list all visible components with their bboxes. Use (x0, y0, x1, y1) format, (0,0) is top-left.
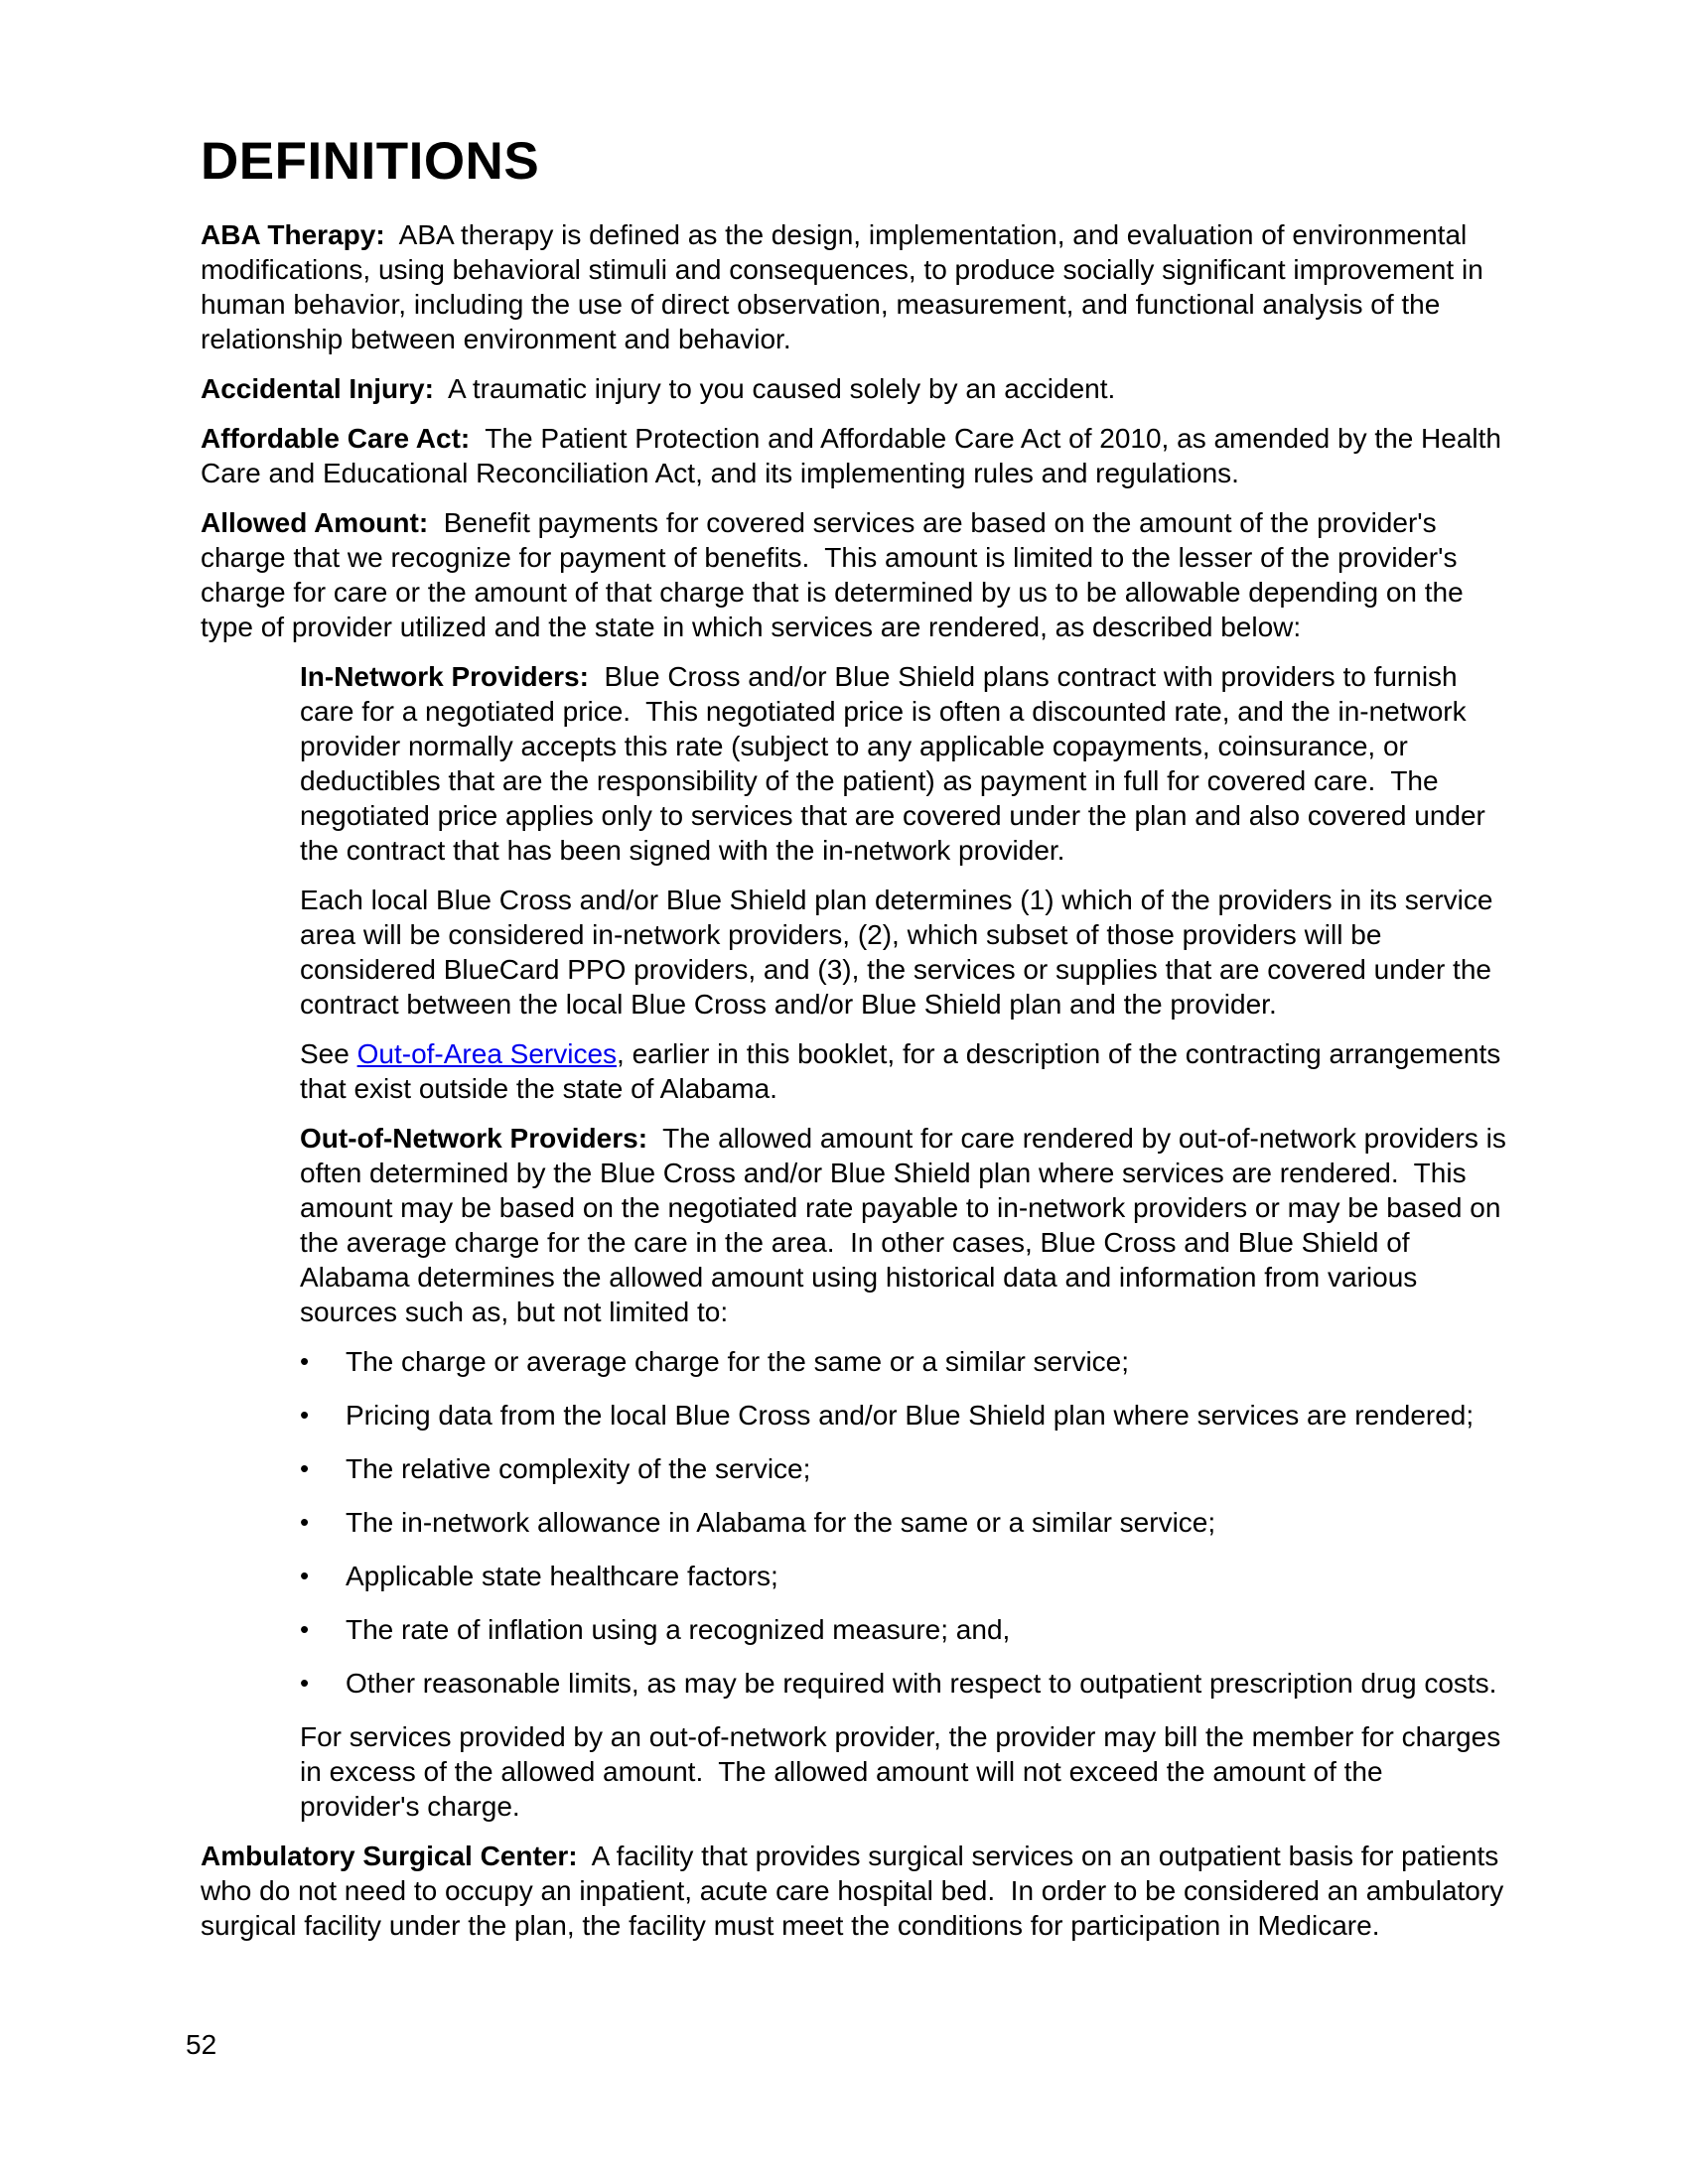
list-item-text: The in-network allowance in Alabama for the same or a similar service; (346, 1507, 1216, 1538)
paragraph-text: For services provided by an out-of-network provider, the provider may bill the member for charges in excess of the allowed amount. The allowed amount will not exceed the amount of the provider's charge. (300, 1721, 1508, 1822)
paragraph-text: , earlier in this booklet, for a description of the contracting arrangements that exist outside the state of Alabama. (300, 1038, 1509, 1104)
term-allowed-amount: Allowed Amount: (201, 507, 429, 538)
definition-accidental-injury (201, 371, 1509, 406)
term-in-network-providers: In-Network Providers: (300, 661, 589, 692)
term-affordable-care-act: Affordable Care Act: (201, 423, 471, 454)
definition-text: The Patient Protection and Affordable Care Act of 2010, as amended by the Health Care and Educational Reconciliation Act, and its implementing rules and regulations. (201, 423, 1509, 488)
paragraph-text: The allowed amount for care rendered by out-of-network providers is often determined by the Blue Cross and/or Blue Shield plan where services are rendered. This amount may be based on the negotiated rate payable to in-network providers or may be based on the average charge for the care in the area. In other cases, Blue Cross and Blue Shield of Alabama determines the allowed amount using historical data and information from various sources such as, but not limited to: (300, 1123, 1514, 1327)
term-accidental-injury: Accidental Injury: (201, 373, 434, 404)
term-aba-therapy: ABA Therapy: (201, 219, 385, 250)
list-item-text: The charge or average charge for the same or a similar service; (346, 1346, 1130, 1377)
paragraph-text: Blue Cross and/or Blue Shield plans contract with providers to furnish care for a negotiated price. This negotiated price is often a discounted rate, and the in-network provider normally accepts this rate (subject to any applicable copayments, coinsurance, or deductibles that are the responsibility of the patient) as payment in full for covered care. The negotiated price applies only to services that are covered under the plan and also covered under the contract that has been signed with the in-network provider. (300, 661, 1493, 866)
definition-aba-therapy (201, 217, 1509, 356)
paragraph-in-network-providers (300, 659, 1509, 868)
paragraph-see-out-of-area (300, 1036, 1509, 1106)
bullet-icon: • (300, 1507, 310, 1537)
term-out-of-network-providers: Out-of-Network Providers: (300, 1123, 648, 1154)
list-item-text: The relative complexity of the service; (346, 1453, 811, 1484)
allowed-amount-detail-block (300, 659, 1514, 1824)
definition-text: A facility that provides surgical services on an outpatient basis for patients who do not need to occupy an inpatient, acute care hospital bed. In order to be considered an ambulatory surgical facility under the plan, the facility must meet the conditions for participation in Medicare. (201, 1841, 1511, 1941)
definition-allowed-amount (201, 505, 1509, 644)
list-item (300, 1612, 1509, 1647)
bullet-icon: • (300, 1561, 310, 1590)
out-of-area-services-link[interactable]: Out-of-Area Services (356, 1038, 618, 1069)
definition-affordable-care-act (201, 421, 1509, 490)
page-title: DEFINITIONS (201, 132, 540, 191)
definition-text: A traumatic injury to you caused solely by an accident. (433, 373, 1116, 404)
list-item (300, 1451, 1509, 1486)
list-item-text: The rate of inflation using a recognized measure; and, (346, 1614, 1011, 1645)
page-content (201, 132, 1514, 1958)
page-number: 52 (186, 2029, 217, 2060)
list-item-text: Applicable state healthcare factors; (346, 1561, 778, 1591)
paragraph-balance-billing (300, 1719, 1509, 1824)
list-item (300, 1398, 1509, 1433)
definition-ambulatory-surgical-center (201, 1839, 1509, 1943)
definition-text: Benefit payments for covered services are based on the amount of the provider's charge that we recognize for payment of benefits. This amount is limited to the lesser of the provider's charge for care or the amount of that charge that is determined by us to be allowable depending on the type of provider utilized and the state in which services are rendered, as described below: (201, 507, 1472, 642)
paragraph-text: See (300, 1038, 357, 1069)
list-item (300, 1559, 1509, 1593)
paragraph-each-local-plan (300, 883, 1509, 1022)
list-item (300, 1344, 1509, 1379)
bullet-icon: • (300, 1400, 310, 1430)
allowed-amount-factors-list (300, 1344, 1509, 1701)
bullet-icon: • (300, 1346, 310, 1376)
list-item (300, 1505, 1509, 1540)
definition-text: ABA therapy is defined as the design, implementation, and evaluation of environmental modifications, using behavioral stimuli and consequences, to produce socially significant improvement in human behavior, including the use of direct observation, measurement, and functional analysis of the relationship between environment and behavior. (201, 219, 1491, 354)
list-item (300, 1666, 1509, 1701)
paragraph-text: Each local Blue Cross and/or Blue Shield plan determines (1) which of the providers in its service area will be considered in-network providers, (2), which subset of those providers will be considered BlueCard PPO providers, and (3), the services or supplies that are covered under the contract between the local Blue Cross and/or Blue Shield plan and the provider. (300, 885, 1501, 1020)
list-item-text: Other reasonable limits, as may be required with respect to outpatient prescription drug costs. (346, 1668, 1497, 1699)
bullet-icon: • (300, 1614, 310, 1644)
bullet-icon: • (300, 1453, 310, 1483)
paragraph-out-of-network-providers (300, 1121, 1514, 1329)
bullet-icon: • (300, 1668, 310, 1698)
list-item-text: Pricing data from the local Blue Cross and/or Blue Shield plan where services are rendered; (346, 1400, 1475, 1431)
term-ambulatory-surgical-center: Ambulatory Surgical Center: (201, 1841, 578, 1871)
